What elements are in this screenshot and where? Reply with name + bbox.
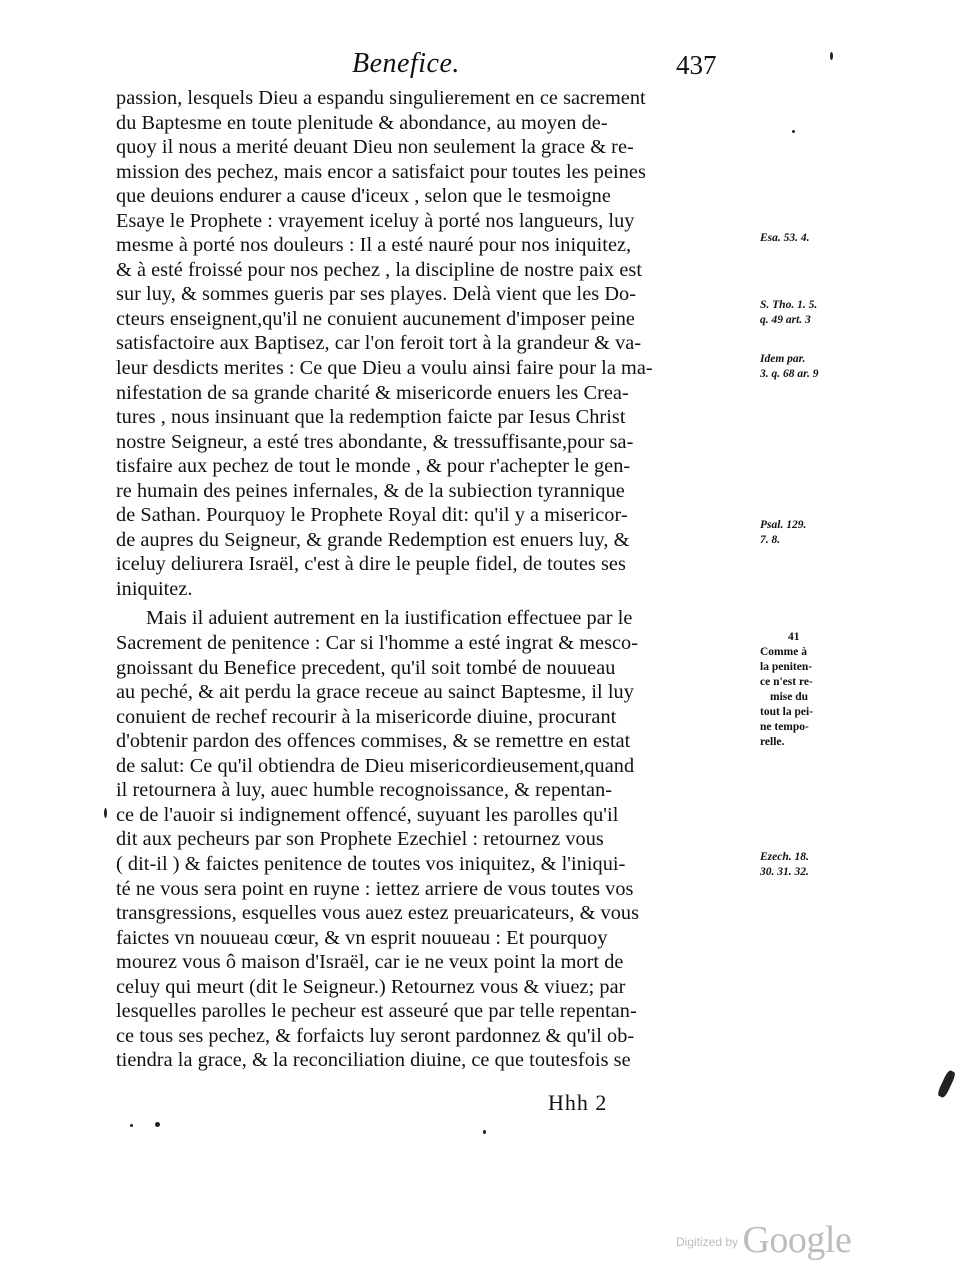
margin-note-line: relle.	[760, 736, 785, 748]
text-line: de Sathan. Pourquoy le Prophete Royal dit: qu'il y a misericor-	[116, 504, 628, 527]
margin-note-line: ne tempo-	[760, 721, 809, 733]
text-line: quoy il nous a merité deuant Dieu non seulement la grace & re-	[116, 136, 634, 159]
ink-speck	[792, 130, 795, 133]
text-line: faictes vn nouueau cœur, & vn esprit nouueau : Et pourquoy	[116, 926, 608, 949]
margin-note-line: q. 49 art. 3	[760, 313, 811, 326]
paragraph-1	[116, 86, 752, 601]
margin-note-line: mise du	[770, 691, 809, 703]
margin-note-line: Psal. 129.	[760, 519, 807, 531]
text-line: ( dit-il ) & faictes penitence de toutes vos iniquitez, & l'iniqui-	[116, 852, 626, 875]
margin-note-idem	[760, 352, 850, 381]
margin-note-line: Esa. 53. 4.	[760, 232, 810, 244]
ink-speck	[483, 1130, 486, 1134]
page-header	[0, 48, 967, 88]
margin-note-line: Ezech. 18.	[760, 851, 809, 863]
text-line: il retournera à luy, auec humble recognoissance, & repentan-	[116, 779, 613, 802]
text-line: nostre Seigneur, a esté tres abondante, & tressuffisante,pour sa-	[116, 430, 634, 453]
margin-note-line: tout la pei-	[760, 706, 814, 718]
ink-speck	[155, 1122, 160, 1127]
margin-note-thomas	[760, 298, 850, 327]
text-line: té ne vous sera point en ruyne : iettez arriere de vous toutes vos	[116, 877, 634, 900]
text-line: tures , nous insinuant que la redemption faicte par Iesus Christ	[116, 406, 626, 429]
text-line: mission des pechez, mais encor a satisfaict pour toutes les peines	[116, 160, 646, 183]
text-line: satisfactoire aux Baptisez, car l'on feroit tort à la grandeur & va-	[116, 332, 642, 355]
text-line: re humain des peines infernales, & de la subiection tyrannique	[116, 479, 625, 502]
margin-note-number: 41	[788, 631, 800, 643]
text-line: Mais il aduient autrement en la iustification effectuee par le	[146, 607, 633, 630]
margin-note-summary	[760, 630, 850, 750]
margin-note-line: 30. 31. 32.	[760, 865, 809, 878]
paragraph-2	[116, 606, 752, 1072]
text-line: de aupres du Seigneur, & grande Redemption est enuers luy, &	[116, 528, 630, 551]
text-line: Sacrement de penitence : Car si l'homme a esté ingrat & mesco-	[116, 632, 639, 655]
body-text	[116, 86, 752, 1073]
text-line: gnoissant du Benefice precedent, qu'il soit tombé de nouueau	[116, 656, 616, 679]
text-line: mesme à porté nos douleurs : Il a esté nauré pour nos iniquitez,	[116, 234, 632, 257]
text-line: ce de l'auoir si indignement offencé, suyuant les parolles qu'il	[116, 803, 619, 826]
watermark-prefix: Digitized by	[676, 1235, 739, 1249]
margin-note-line: Comme à	[760, 646, 807, 658]
text-line: lesquelles parolles le pecheur est asseuré que par telle repentan-	[116, 1000, 637, 1023]
text-line: cteurs enseignent,qu'il ne conuient aucunement d'imposer peine	[116, 307, 635, 330]
margin-note-line: Idem par.	[760, 353, 806, 365]
margin-note-line: S. Tho. 1. 5.	[760, 299, 818, 311]
margin-note-line: ce n'est re-	[760, 676, 813, 688]
ink-speck	[104, 808, 107, 818]
margin-note-line: 3. q. 68 ar. 9	[760, 367, 819, 380]
text-line: tiendra la grace, & la reconciliation diuine, ce que toutesfois se	[116, 1049, 631, 1072]
text-line: du Baptesme en toute plenitude & abondance, au moyen de-	[116, 111, 608, 134]
text-line: & à esté froissé pour nos pechez , la discipline de nostre paix est	[116, 258, 642, 281]
text-line: iniquitez.	[116, 577, 193, 600]
text-line: au peché, & ait perdu la grace receue au sainct Baptesme, il luy	[116, 681, 634, 704]
running-title: Benefice.	[352, 48, 460, 79]
text-line: que deuions endurer a cause d'iceux , selon que le tesmoigne	[116, 185, 611, 208]
text-line: nifestation de sa grande charité & misericorde enuers les Crea-	[116, 381, 629, 404]
margin-note-esa	[760, 231, 850, 246]
signature-mark: Hhh 2	[548, 1090, 608, 1115]
margin-note-line: 7. 8.	[760, 533, 781, 546]
text-line: ce tous ses pechez, & forfaicts luy seront pardonnez & qu'il ob-	[116, 1024, 635, 1047]
text-line: leur desdicts merites : Ce que Dieu a voulu ainsi faire pour la ma-	[116, 357, 653, 380]
watermark-brand: Google	[742, 1219, 852, 1261]
text-line: tisfaire aux pechez de tout le monde , & pour r'achepter le gen-	[116, 455, 631, 478]
margin-note-line: la peniten-	[760, 661, 813, 673]
digitized-watermark	[676, 1218, 851, 1262]
ink-speck	[830, 52, 833, 60]
text-line: dit aux pecheurs par son Prophete Ezechiel : retournez vous	[116, 828, 604, 851]
text-line: mourez vous ô maison d'Israël, car ie ne veux point la mort de	[116, 951, 624, 974]
text-line: Esaye le Prophete : vrayement iceluy à porté nos langueurs, luy	[116, 209, 635, 232]
text-line: iceluy deliurera Israël, c'est à dire le peuple fidel, de toutes ses	[116, 553, 626, 576]
margin-note-psal	[760, 518, 850, 547]
text-line: transgressions, esquelles vous auez estez preuaricateurs, & vous	[116, 902, 640, 925]
text-line: sur luy, & sommes gueris par ses playes. Delà vient que les Do-	[116, 283, 637, 306]
ink-blot	[937, 1069, 957, 1098]
text-line: celuy qui meurt (dit le Seigneur.) Retournez vous & viuez; par	[116, 975, 626, 998]
margin-note-ezech	[760, 850, 850, 879]
text-line: de salut: Ce qu'il obtiendra de Dieu misericordieusement,quand	[116, 754, 635, 777]
text-line: passion, lesquels Dieu a espandu singulierement en ce sacrement	[116, 87, 646, 109]
ink-speck	[130, 1124, 133, 1127]
text-line: d'obtenir pardon des offences commises, & se remettre en estat	[116, 730, 631, 753]
page-number: 437	[676, 50, 717, 80]
text-line: conuient de rechef recourir à la misericorde diuine, procurant	[116, 705, 617, 728]
